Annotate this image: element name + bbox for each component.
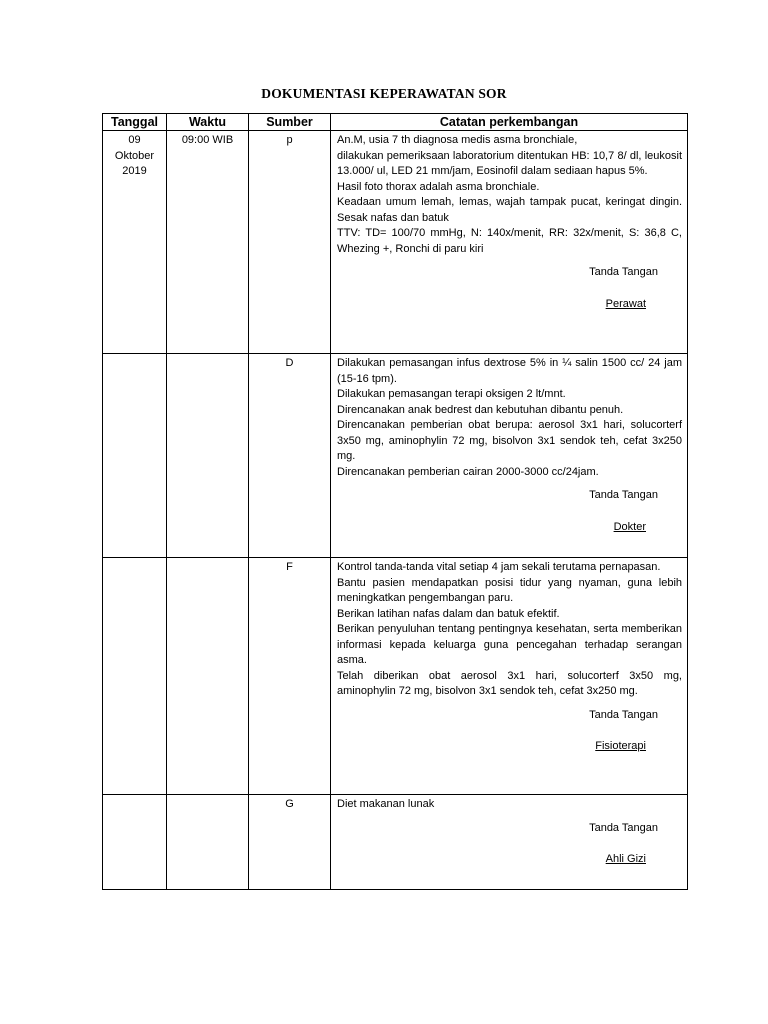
source-cell: F xyxy=(249,558,331,795)
progress-notes-table xyxy=(102,113,688,890)
signature-label: Tanda Tangan xyxy=(589,821,658,834)
notes-cell xyxy=(331,795,688,890)
signature-role: Fisioterapi xyxy=(595,740,646,752)
date-cell xyxy=(103,131,167,354)
notes-cell xyxy=(331,354,688,558)
table-row xyxy=(103,558,688,795)
date-cell xyxy=(103,354,167,558)
note-line: Direncanakan anak bedrest dan kebutuhan dibantu penuh. xyxy=(337,403,624,416)
date-year: 2019 xyxy=(122,165,147,177)
signature-label: Tanda Tangan xyxy=(589,489,658,501)
note-line: Diet makanan lunak xyxy=(337,798,435,810)
table-row xyxy=(103,131,688,354)
note-line: Dilakukan pemasangan terapi oksigen 2 lt/mnt. xyxy=(337,388,566,400)
note-line: Kontrol tanda-tanda vital setiap 4 jam sekali terutama pernapasan. xyxy=(337,561,661,573)
time-cell: 09:00 WIB xyxy=(167,131,249,354)
signature-label: Tanda Tangan xyxy=(589,266,658,278)
time-cell xyxy=(167,558,249,795)
note-line: An.M, usia 7 th diagnosa medis asma bronchiale, xyxy=(337,134,578,146)
column-header-waktu: Waktu xyxy=(167,114,249,131)
date-month: Oktober xyxy=(114,149,155,162)
signature-role: Dokter xyxy=(613,520,646,533)
note-line: Direncanakan pemberian cairan 2000-3000 cc/24jam. xyxy=(337,465,599,478)
source-cell: D xyxy=(249,354,331,558)
signature-label: Tanda Tangan xyxy=(589,708,658,721)
signature-role: Ahli Gizi xyxy=(605,853,646,865)
notes-cell xyxy=(331,131,688,354)
note-line: Telah diberikan obat aerosol 3x1 hari, solucorterf 3x50 mg, aminophylin 72 mg, bisolvon 3x1 sendok teh, cefat 3x250 mg. xyxy=(337,669,682,697)
notes-cell xyxy=(331,558,688,795)
note-line: Berikan latihan nafas dalam dan batuk efektif. xyxy=(337,607,560,620)
date-cell xyxy=(103,795,167,890)
note-line: Hasil foto thorax adalah asma bronchiale. xyxy=(337,180,540,193)
note-line: Direncanakan pemberian obat berupa: aerosol 3x1 hari, solucorterf 3x50 mg, aminophylin 72 mg, bisolvon 3x1 sendok teh, cefat 3x250 mg. xyxy=(337,419,682,462)
note-line: Dilakukan pemasangan infus dextrose 5% in ¼ salin 1500 cc/ 24 jam (15-16 tpm). xyxy=(337,357,682,385)
document-title: DOKUMENTASI KEPERAWATAN SOR xyxy=(261,86,507,101)
note-line: TTV: TD= 100/70 mmHg, N: 140x/menit, RR: 32x/menit, S: 36,8 C, Whezing +, Ronchi di paru kiri xyxy=(337,227,682,255)
time-cell xyxy=(167,795,249,890)
date-cell xyxy=(103,558,167,795)
note-line: dilakukan pemeriksaan laboratorium ditentukan HB: 10,7 8/ dl, leukosit 13.000/ ul, LED 21 mm/jam, Eosinofil dalam sediaan hapus 5%. xyxy=(337,149,682,177)
date-day: 09 xyxy=(128,134,141,146)
column-header-sumber: Sumber xyxy=(249,114,331,131)
table-header-row xyxy=(103,114,688,131)
source-cell: G xyxy=(249,795,331,890)
column-header-tanggal: Tanggal xyxy=(103,114,167,131)
table-row xyxy=(103,354,688,558)
column-header-catatan: Catatan perkembangan xyxy=(331,114,688,131)
time-cell xyxy=(167,354,249,558)
table-row xyxy=(103,795,688,890)
source-cell: p xyxy=(249,131,331,354)
note-line: Keadaan umum lemah, lemas, wajah tampak pucat, keringat dingin. Sesak nafas dan batuk xyxy=(337,196,682,224)
note-line: Bantu pasien mendapatkan posisi tidur yang nyaman, guna lebih meningkatkan pengembangan paru. xyxy=(337,576,682,604)
note-line: Berikan penyuluhan tentang pentingnya kesehatan, serta memberikan informasi kepada keluarga guna pencegahan terhadap serangan asma. xyxy=(337,623,682,666)
signature-role: Perawat xyxy=(605,297,646,310)
